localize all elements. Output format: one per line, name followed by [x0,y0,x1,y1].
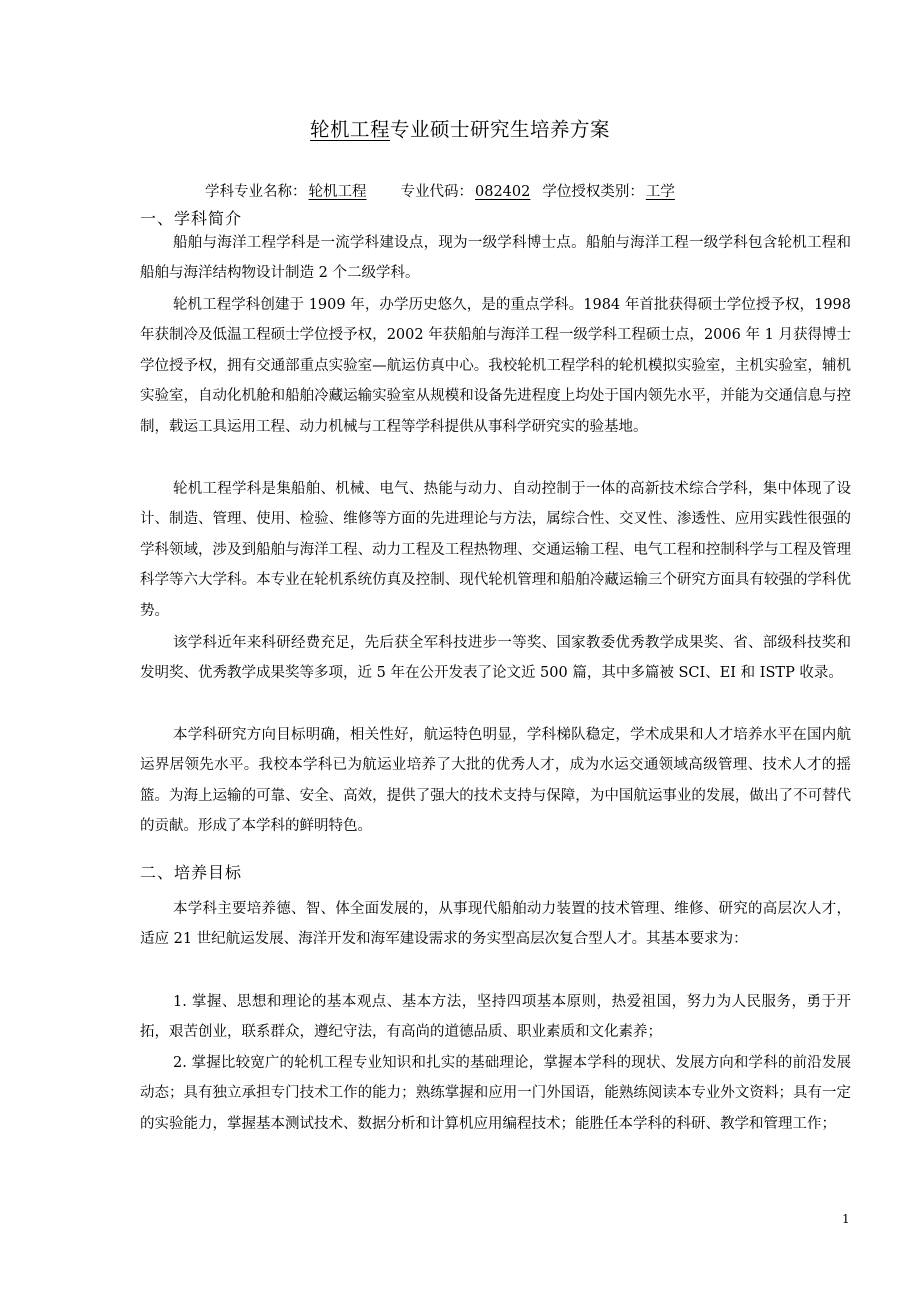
degree-category-value: 工学 [645,184,675,200]
intro-paragraph: 轮机工程学科是集船舶、机械、电气、热能与动力、自动控制于一体的高新技术综合学科，集中体现了设计、制造、管理、使用、检验、维修等方面的先进理论与方法，属综合性、交叉性、渗透性、应用实践性很强的学科领域，涉及到船舶与海洋工程、动力工程及工程热物理、交通运输工程、电气工程和控制科学与工程及管理科学等六大学科。本专业在轮机系统仿真及控制、现代轮机管理和船舶冷藏运输三个研究方面具有较强的学科优势。 [140,481,851,619]
objectives-paragraph: 本学科主要培养德、智、体全面发展的，从事现代船舶动力装置的技术管理、维修、研究的高层次人才，适应 21 世纪航运发展、海洋开发和海军建设需求的务实型高层次复合型人才。其基本要求为： [140,901,851,948]
intro-paragraph: 轮机工程学科创建于 1909 年，办学历史悠久，是的重点学科。1984 年首批获得硕士学位授予权，1998 年获制冷及低温工程硕士学位授予权，2002 年获船舶与海洋工程一级学科工程硕士点，2006 年 1 月获得博士学位授予权，拥有交通部重点实验室—航运仿真中心。我校轮机工程学科的轮机模拟实验室，主机实验室，辅机实验室，自动化机舱和船舶冷藏运输实验室从规模和设备先进程度上均处于国内领先水平，并能为交通信息与控制，载运工具运用工程、动力机械与工程等学科提供从事科学研究实的验基地。 [140,297,851,435]
intro-paragraph: 船舶与海洋工程学科是一流学科建设点，现为一级学科博士点。船舶与海洋工程一级学科包含轮机工程和船舶与海洋结构物设计制造 2 个二级学科。 [140,235,851,282]
program-meta [205,180,677,201]
intro-paragraph: 该学科近年来科研经费充足，先后获全军科技进步一等奖、国家教委优秀教学成果奖、省、部级科技奖和发明奖、优秀教学成果奖等多项，近 5 年在公开发表了论文近 500 篇，其中多篇被 SCI、EI 和 ISTP 收录。 [140,635,851,682]
degree-category-label: 学位授权类别： [542,184,644,200]
page-number: 1 [842,1212,850,1226]
major-name-label: 学科专业名称： [205,184,307,200]
objectives-item: 2. 掌握比较宽广的轮机工程专业知识和扎实的基础理论，掌握本学科的现状、发展方向和学科的前沿发展动态；具有独立承担专门技术工作的能力；熟练掌握和应用一门外国语，能熟练阅读本专业外文资料；具有一定的实验能力，掌握基本测试技术、数据分析和计算机应用编程技术；能胜任本学科的科研、教学和管理工作； [140,1055,851,1132]
title-major: 轮机工程 [309,118,390,141]
title-rest: 专业硕士研究生培养方案 [390,118,611,141]
section-heading-intro: 一、学科简介 [140,209,243,228]
major-code-value: 082402 [475,184,531,200]
major-code-label: 专业代码： [400,184,473,200]
document-title [0,114,920,142]
intro-paragraph: 本学科研究方向目标明确，相关性好，航运特色明显，学科梯队稳定，学术成果和人才培养水平在国内航运界居领先水平。我校本学科已为航运业培养了大批的优秀人才，成为水运交通领域高级管理、技术人才的摇篮。为海上运输的可靠、安全、高效，提供了强大的技术支持与保障，为中国航运事业的发展，做出了不可替代的贡献。形成了本学科的鲜明特色。 [140,727,851,835]
major-name-value: 轮机工程 [308,184,367,200]
objectives-item: 1. 掌握、思想和理论的基本观点、基本方法，坚持四项基本原则，热爱祖国，努力为人民服务，勇于开拓，艰苦创业，联系群众，遵纪守法，有高尚的道德品质、职业素质和文化素养； [140,994,851,1041]
section-heading-objectives: 二、培养目标 [140,863,243,882]
